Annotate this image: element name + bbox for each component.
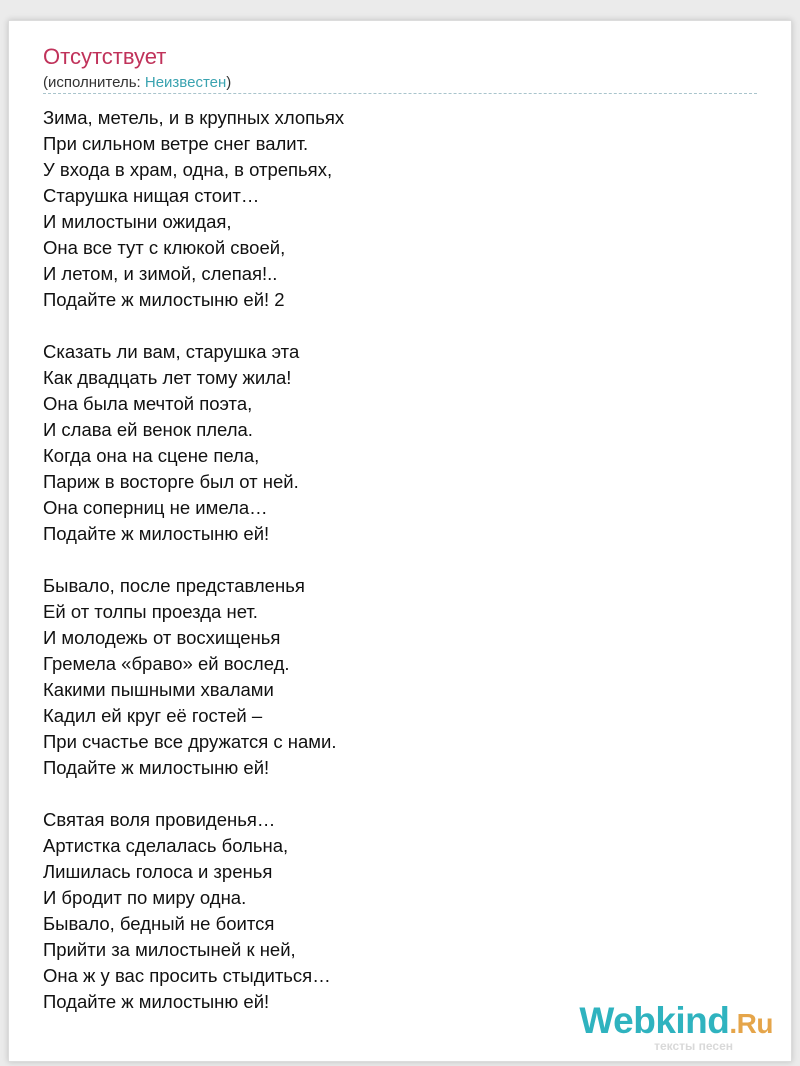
lyric-line: И бродит по миру одна. (43, 887, 247, 908)
lyric-line: Подайте ж милостыню ей! (43, 991, 270, 1012)
lyric-line: Подайте ж милостыню ей! (43, 757, 270, 778)
lyric-line: Она ж у вас просить стыдиться… (43, 965, 331, 986)
artist-link[interactable]: Неизвестен (144, 74, 227, 91)
lyric-line: Бывало, после представленья (43, 575, 305, 596)
lyric-line: Когда она на сцене пела, (43, 445, 260, 466)
lyrics-card (8, 20, 792, 1062)
stanza-1 (43, 105, 344, 313)
lyric-line: Гремела «браво» ей вослед. (43, 653, 290, 674)
lyric-line: Подайте ж милостыню ей! 2 (43, 289, 285, 310)
lyrics-body (43, 105, 344, 1041)
stanza-3 (43, 573, 344, 781)
lyric-line: Старушка нищая стоит… (43, 185, 260, 206)
logo-wordmark (579, 1001, 773, 1044)
stanza-4 (43, 807, 344, 1015)
lyric-line: Бывало, бедный не боится (43, 913, 275, 934)
logo-name: Webkind (579, 1000, 730, 1041)
lyric-line: Зима, метель, и в крупных хлопьях (43, 107, 345, 128)
lyric-line: И летом, и зимой, слепая!.. (43, 263, 278, 284)
byline-prefix: (исполнитель: (43, 74, 145, 91)
lyric-line: Подайте ж милостыню ей! (43, 523, 270, 544)
lyric-line: Она была мечтой поэта, (43, 393, 253, 414)
lyric-line: Артистка сделалась больна, (43, 835, 289, 856)
lyric-line: Какими пышными хвалами (43, 679, 274, 700)
lyric-line: Святая воля провиденья… (43, 809, 276, 830)
title-divider (43, 93, 757, 94)
lyric-line: Лишилась голоса и зренья (43, 861, 273, 882)
lyric-line: Кадил ей круг её гостей – (43, 705, 263, 726)
lyric-line: Сказать ли вам, старушка эта (43, 341, 300, 362)
lyric-line: И милостыни ожидая, (43, 211, 232, 232)
lyric-line: И молодежь от восхищенья (43, 627, 281, 648)
lyric-line: При сильном ветре снег валит. (43, 133, 309, 154)
byline-suffix: ) (226, 74, 232, 91)
lyric-line: Как двадцать лет тому жила! (43, 367, 292, 388)
lyric-line: Она все тут с клюкой своей, (43, 237, 286, 258)
lyric-line: Париж в восторге был от ней. (43, 471, 299, 492)
lyric-line: Ей от толпы проезда нет. (43, 601, 258, 622)
stanza-2 (43, 339, 344, 547)
song-title: Отсутствует (43, 44, 167, 69)
lyric-line: И слава ей венок плела. (43, 419, 253, 440)
artist-byline (43, 73, 231, 93)
site-logo[interactable] (579, 1001, 773, 1052)
logo-tld: .Ru (729, 1008, 773, 1039)
lyric-line: При счастье все дружатся с нами. (43, 731, 337, 752)
lyric-line: Она соперниц не имела… (43, 497, 268, 518)
lyric-line: У входа в храм, одна, в отрепьях, (43, 159, 333, 180)
lyric-line: Прийти за милостыней к ней, (43, 939, 296, 960)
logo-tagline: тексты песен (654, 1039, 733, 1053)
